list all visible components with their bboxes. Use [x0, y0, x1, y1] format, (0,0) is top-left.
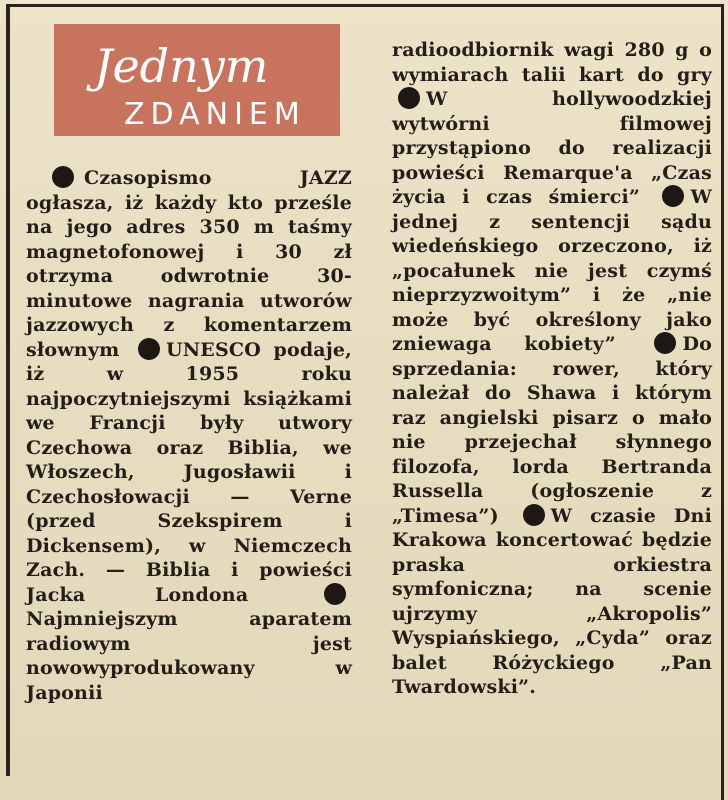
- right-rule: [721, 4, 724, 800]
- news-item-jazz: Czasopismo JAZZ ogłasza, iż każdy kto prześle na jego adres 350 m taśmy magnetofonowej i 30 zł otrzyma odwrotnie 30-minutowe nagrania utworów jazzowych z komentarzem słownym: [26, 167, 352, 361]
- news-item-hollywood: W hollywoodzkiej wytwórni filmowej przystąpiono do realizacji powieści Remarque'a „Czas życia i czas śmierci”: [392, 88, 712, 208]
- bullet-icon: [523, 504, 545, 526]
- top-rule: [6, 4, 722, 7]
- bullet-icon: [662, 185, 684, 207]
- news-item-shaw-bicycle: Do sprzedania: rower, który należał do Shawa i którym raz angielski pisarz o mało nie przejechał słynnego filozofa, lorda Bertranda Russella (ogłoszenie z „Timesa”): [392, 333, 712, 527]
- news-item-vienna-court: W jednej z sentencji sądu wiedeńskiego orzeczono, iż „pocałunek nie jest czymś nieprzyzwoitym” i że „nie może być określony jako zniewaga kobiety”: [392, 186, 712, 355]
- bullet-icon: [138, 338, 160, 360]
- bullet-icon: [398, 87, 420, 109]
- header-title-line2: ZDANIEM: [124, 97, 306, 132]
- news-item-radio-end: radioodbiornik wagi 280 g o wymiarach talii kart do gry: [392, 39, 712, 86]
- header-title-line1: Jednym: [94, 39, 269, 93]
- section-header: [54, 24, 340, 136]
- bullet-icon: [654, 332, 676, 354]
- left-column: [26, 166, 352, 705]
- news-item-radio-start: Najmniejszym aparatem radiowym jest nowowyprodukowany w Japonii: [26, 608, 352, 704]
- right-column: [392, 38, 712, 700]
- bullet-icon: [52, 166, 74, 188]
- news-item-unesco: UNESCO podaje, iż w 1955 roku najpoczytniejszymi książkami we Francji były utwory Czechowa oraz Biblia, we Włoszech, Jugosławii i Czechosłowacji — Verne (przed Szekspirem i Dickensem), w Niemczech Zach. — Biblia i powieści Jacka Londona: [26, 338, 352, 606]
- bullet-icon: [324, 583, 346, 605]
- header-lettering: [54, 24, 340, 136]
- news-item-krakow-days: W czasie Dni Krakowa koncertować będzie praska orkiestra symfoniczna; na scenie ujrzymy „Akropolis” Wyspiańskiego, „Cyda” oraz balet Różyckiego „Pan Twardowski”.: [392, 504, 712, 698]
- left-rule: [6, 4, 10, 776]
